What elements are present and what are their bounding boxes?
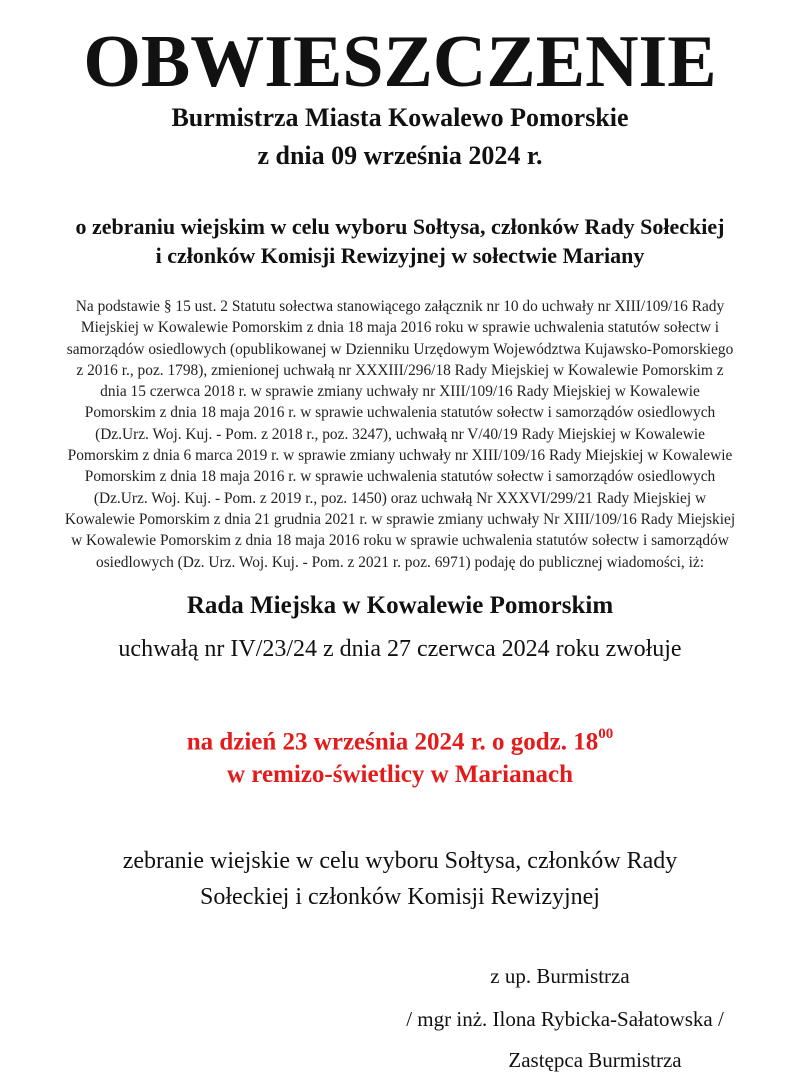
resolution-line: uchwałą nr IV/23/24 z dnia 27 czerwca 2024 roku zwołuje [118,636,682,662]
council-name: Rada Miejska w Kowalewie Pomorskim [186,592,614,619]
meeting-date [0,719,800,759]
signature-authority: z up. Burmistrza [490,964,630,988]
legal-basis-line: (Dz.Urz. Woj. Kuj. - Pom. z 2018 r., poz. 3247), uchwałą nr V/40/19 Rady Miejskiej w Kowalewie [95,425,705,443]
issue-date: z dnia 09 września 2024 r. [257,141,543,170]
legal-basis-line: dnia 15 czerwca 2018 r. w sprawie zmiany uchwały nr XIII/109/16 Rady Miejskiej w Kowalewie [100,383,700,401]
legal-basis-line: samorządów osiedlowych (opublikowanej w Dzienniku Urzędowym Województwa Kujawsko-Pomorskiego [66,340,734,358]
legal-basis-line: Pomorskim z dnia 18 maja 2016 r. w sprawie uchwalenia statutów sołectw i samorządów osiedlowych [84,404,716,422]
legal-basis-line: osiedlowych (Dz. Urz. Woj. Kuj. - Pom. z 2021 r. poz. 6971) podaję do publicznej wiadomości, iż: [96,553,704,571]
topic-block [0,212,800,270]
signature-position: Zastępca Burmistrza [508,1048,682,1072]
legal-basis-line: w Kowalewie Pomorskim z dnia 18 maja 2016 roku w sprawie uchwalenia statutów sołectw i samorządów [71,532,729,550]
legal-basis-line: z 2016 r., poz. 1798), zmienionej uchwałą nr XXXIII/296/18 Rady Miejskiej w Kowalewie Pomorskim z [76,361,724,379]
meeting-place: w remizo-świetlicy w Marianach [227,761,573,788]
purpose-line: Sołeckiej i członków Komisji Rewizyjnej [200,884,600,910]
topic-line: i członków Komisji Rewizyjnej w sołectwie Mariany [155,243,645,268]
legal-basis-line: (Dz.Urz. Woj. Kuj. - Pom. z 2019 r., poz. 1450) oraz uchwałą Nr XXXVI/299/21 Rady Miejskiej w [93,489,707,507]
legal-basis-paragraph [14,296,786,573]
purpose-line: zebranie wiejskie w celu wyboru Sołtysa, członków Rady [122,848,678,874]
issuer-line: Burmistrza Miasta Kowalewo Pomorskie [171,103,629,132]
meeting-purpose [0,843,800,915]
legal-basis-line: Miejskiej w Kowalewie Pomorskim z dnia 18 maja 2016 roku w sprawie uchwalenia statutów sołectw i [80,319,720,337]
topic-line: o zebraniu wiejskim w celu wyboru Sołtysa, członków Rady Sołeckiej [75,214,725,239]
document-title: OBWIESZCZENIE [83,21,717,103]
signature-name: / mgr inż. Ilona Rybicka-Sałatowska / [406,1007,724,1031]
legal-basis-line: Pomorskim z dnia 6 marca 2019 r. w sprawie zmiany uchwały nr XIII/109/16 Rady Miejskiej w Kowalewie [67,447,733,465]
legal-basis-line: Kowalewie Pomorskim z dnia 21 grudnia 2021 r. w sprawie zmiany uchwały Nr XIII/109/16 Rady Miejskiej [64,510,736,528]
meeting-date-text: na dzień 23 września 2024 r. o godz. 18 [186,728,599,756]
meeting-time-minutes: 00 [598,726,614,742]
legal-basis-line: Na podstawie § 15 ust. 2 Statutu sołectwa stanowiącego załącznik nr 10 do uchwały nr XIII/109/16 Rady [75,298,725,315]
legal-basis-line: Pomorskim z dnia 18 maja 2016 r. w sprawie uchwalenia statutów sołectw i samorządów osiedlowych [84,468,716,486]
